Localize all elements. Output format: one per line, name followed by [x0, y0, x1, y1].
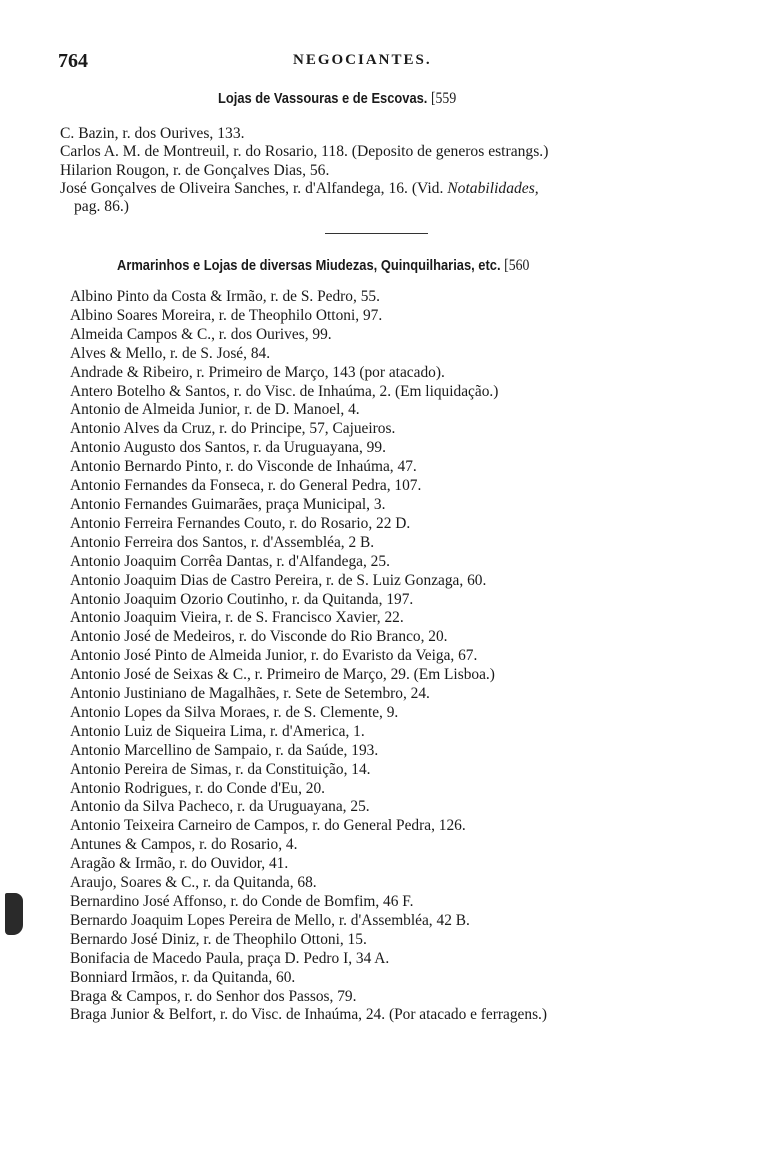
- margin-ink-mark: [5, 893, 23, 935]
- list-item: Antonio Marcellino de Sampaio, r. da Saúde, 193.: [70, 741, 379, 759]
- section-heading-armarinhos: [117, 257, 529, 275]
- list-item: Antunes & Campos, r. do Rosario, 4.: [70, 836, 298, 854]
- list-item: Antonio Ferreira dos Santos, r. d'Assembléa, 2 B.: [70, 533, 375, 551]
- list-item: Albino Pinto da Costa & Irmão, r. de S. Pedro, 55.: [70, 288, 380, 305]
- list-item: Antonio Rodrigues, r. do Conde d'Eu, 20.: [70, 779, 325, 797]
- running-head: NEGOCIANTES.: [293, 52, 432, 68]
- list-item: Bernardino José Affonso, r. do Conde de Bomfim, 46 F.: [70, 893, 414, 910]
- list-item: Bonifacia de Macedo Paula, praça D. Pedro I, 34 A.: [70, 949, 390, 967]
- list-item: Carlos A. M. de Montreuil, r. do Rosario, 118. (Deposito de generos estrangs.): [60, 143, 549, 161]
- list-item: Antonio Bernardo Pinto, r. do Visconde de Inhaúma, 47.: [70, 458, 417, 476]
- section-code: [560: [504, 257, 530, 274]
- list-item: Antero Botelho & Santos, r. do Visc. de Inhaúma, 2. (Em liquidação.): [70, 382, 499, 400]
- list-item: Antonio Fernandes Guimarães, praça Municipal, 3.: [70, 495, 386, 513]
- list-item: Antonio José de Medeiros, r. do Visconde do Rio Branco, 20.: [70, 628, 448, 646]
- section-code: [559: [430, 90, 457, 107]
- entry-list-vassouras: [60, 125, 730, 216]
- list-item: Antonio Alves da Cruz, r. do Principe, 57, Cajueiros.: [70, 420, 396, 438]
- list-item: Bernardo Joaquim Lopes Pereira de Mello, r. d'Assembléa, 42 B.: [70, 911, 470, 929]
- list-item: Bonniard Irmãos, r. da Quitanda, 60.: [70, 968, 296, 986]
- list-item: Antonio Luiz de Siqueira Lima, r. d'America, 1.: [70, 722, 365, 740]
- entry-continuation: pag. 86.): [74, 198, 129, 216]
- section-title: Armarinhos e Lojas de diversas Miudezas, Quinquilharias, etc.: [117, 257, 501, 274]
- list-item: Antonio Lopes da Silva Moraes, r. de S. Clemente, 9.: [70, 703, 399, 721]
- list-item: Almeida Campos & C., r. dos Ourives, 99.: [70, 325, 332, 343]
- list-item: [60, 180, 714, 217]
- list-item: Andrade & Ribeiro, r. Primeiro de Março, 143 (por atacado).: [70, 363, 445, 381]
- list-item: C. Bazin, r. dos Ourives, 133.: [60, 125, 245, 142]
- list-item: Antonio da Silva Pacheco, r. da Uruguayana, 25.: [70, 798, 370, 816]
- list-item: Braga & Campos, r. do Senhor dos Passos, 79.: [70, 987, 357, 1005]
- list-item: Antonio Fernandes da Fonseca, r. do General Pedra, 107.: [70, 477, 422, 495]
- list-item: Aragão & Irmão, r. do Ouvidor, 41.: [70, 855, 289, 873]
- list-item: Antonio de Almeida Junior, r. de D. Manoel, 4.: [70, 401, 360, 419]
- list-item: Alves & Mello, r. de S. José, 84.: [70, 344, 271, 362]
- section-title: Lojas de Vassouras e de Escovas.: [218, 90, 428, 107]
- list-item: Antonio Joaquim Corrêa Dantas, r. d'Alfandega, 25.: [70, 552, 390, 570]
- list-item: Antonio Joaquim Ozorio Coutinho, r. da Quitanda, 197.: [70, 590, 414, 608]
- section-divider: [325, 233, 428, 234]
- list-item: Hilarion Rougon, r. de Gonçalves Dias, 56.: [60, 161, 330, 179]
- list-item: Antonio Joaquim Dias de Castro Pereira, r. de S. Luiz Gonzaga, 60.: [70, 571, 487, 589]
- list-item: Antonio Augusto dos Santos, r. da Uruguayana, 99.: [70, 439, 386, 457]
- list-item: Bernardo José Diniz, r. de Theophilo Ottoni, 15.: [70, 930, 367, 948]
- list-item: Antonio Teixeira Carneiro de Campos, r. do General Pedra, 126.: [70, 817, 466, 835]
- section-heading-vassouras: [218, 90, 456, 108]
- list-item: Albino Soares Moreira, r. de Theophilo Ottoni, 97.: [70, 306, 383, 324]
- list-item: Antonio Justiniano de Magalhães, r. Sete de Setembro, 24.: [70, 685, 430, 703]
- cross-reference: Notabilidades,: [447, 179, 539, 197]
- list-item: Antonio Ferreira Fernandes Couto, r. do Rosario, 22 D.: [70, 514, 411, 532]
- list-item: Antonio José Pinto de Almeida Junior, r. do Evaristo da Veiga, 67.: [70, 647, 478, 665]
- entry-text: José Gonçalves de Oliveira Sanches, r. d'Alfandega, 16. (Vid.: [60, 179, 448, 197]
- list-item: Braga Junior & Belfort, r. do Visc. de Inhaúma, 24. (Por atacado e ferragens.): [70, 1006, 548, 1024]
- list-item: Araujo, Soares & C., r. da Quitanda, 68.: [70, 874, 317, 892]
- page-number: 764: [58, 50, 88, 72]
- entry-list-armarinhos: [70, 288, 547, 1025]
- list-item: Antonio Pereira de Simas, r. da Constituição, 14.: [70, 760, 371, 778]
- list-item: Antonio Joaquim Vieira, r. de S. Francisco Xavier, 22.: [70, 609, 404, 627]
- list-item: Antonio José de Seixas & C., r. Primeiro de Março, 29. (Em Lisboa.): [70, 666, 495, 684]
